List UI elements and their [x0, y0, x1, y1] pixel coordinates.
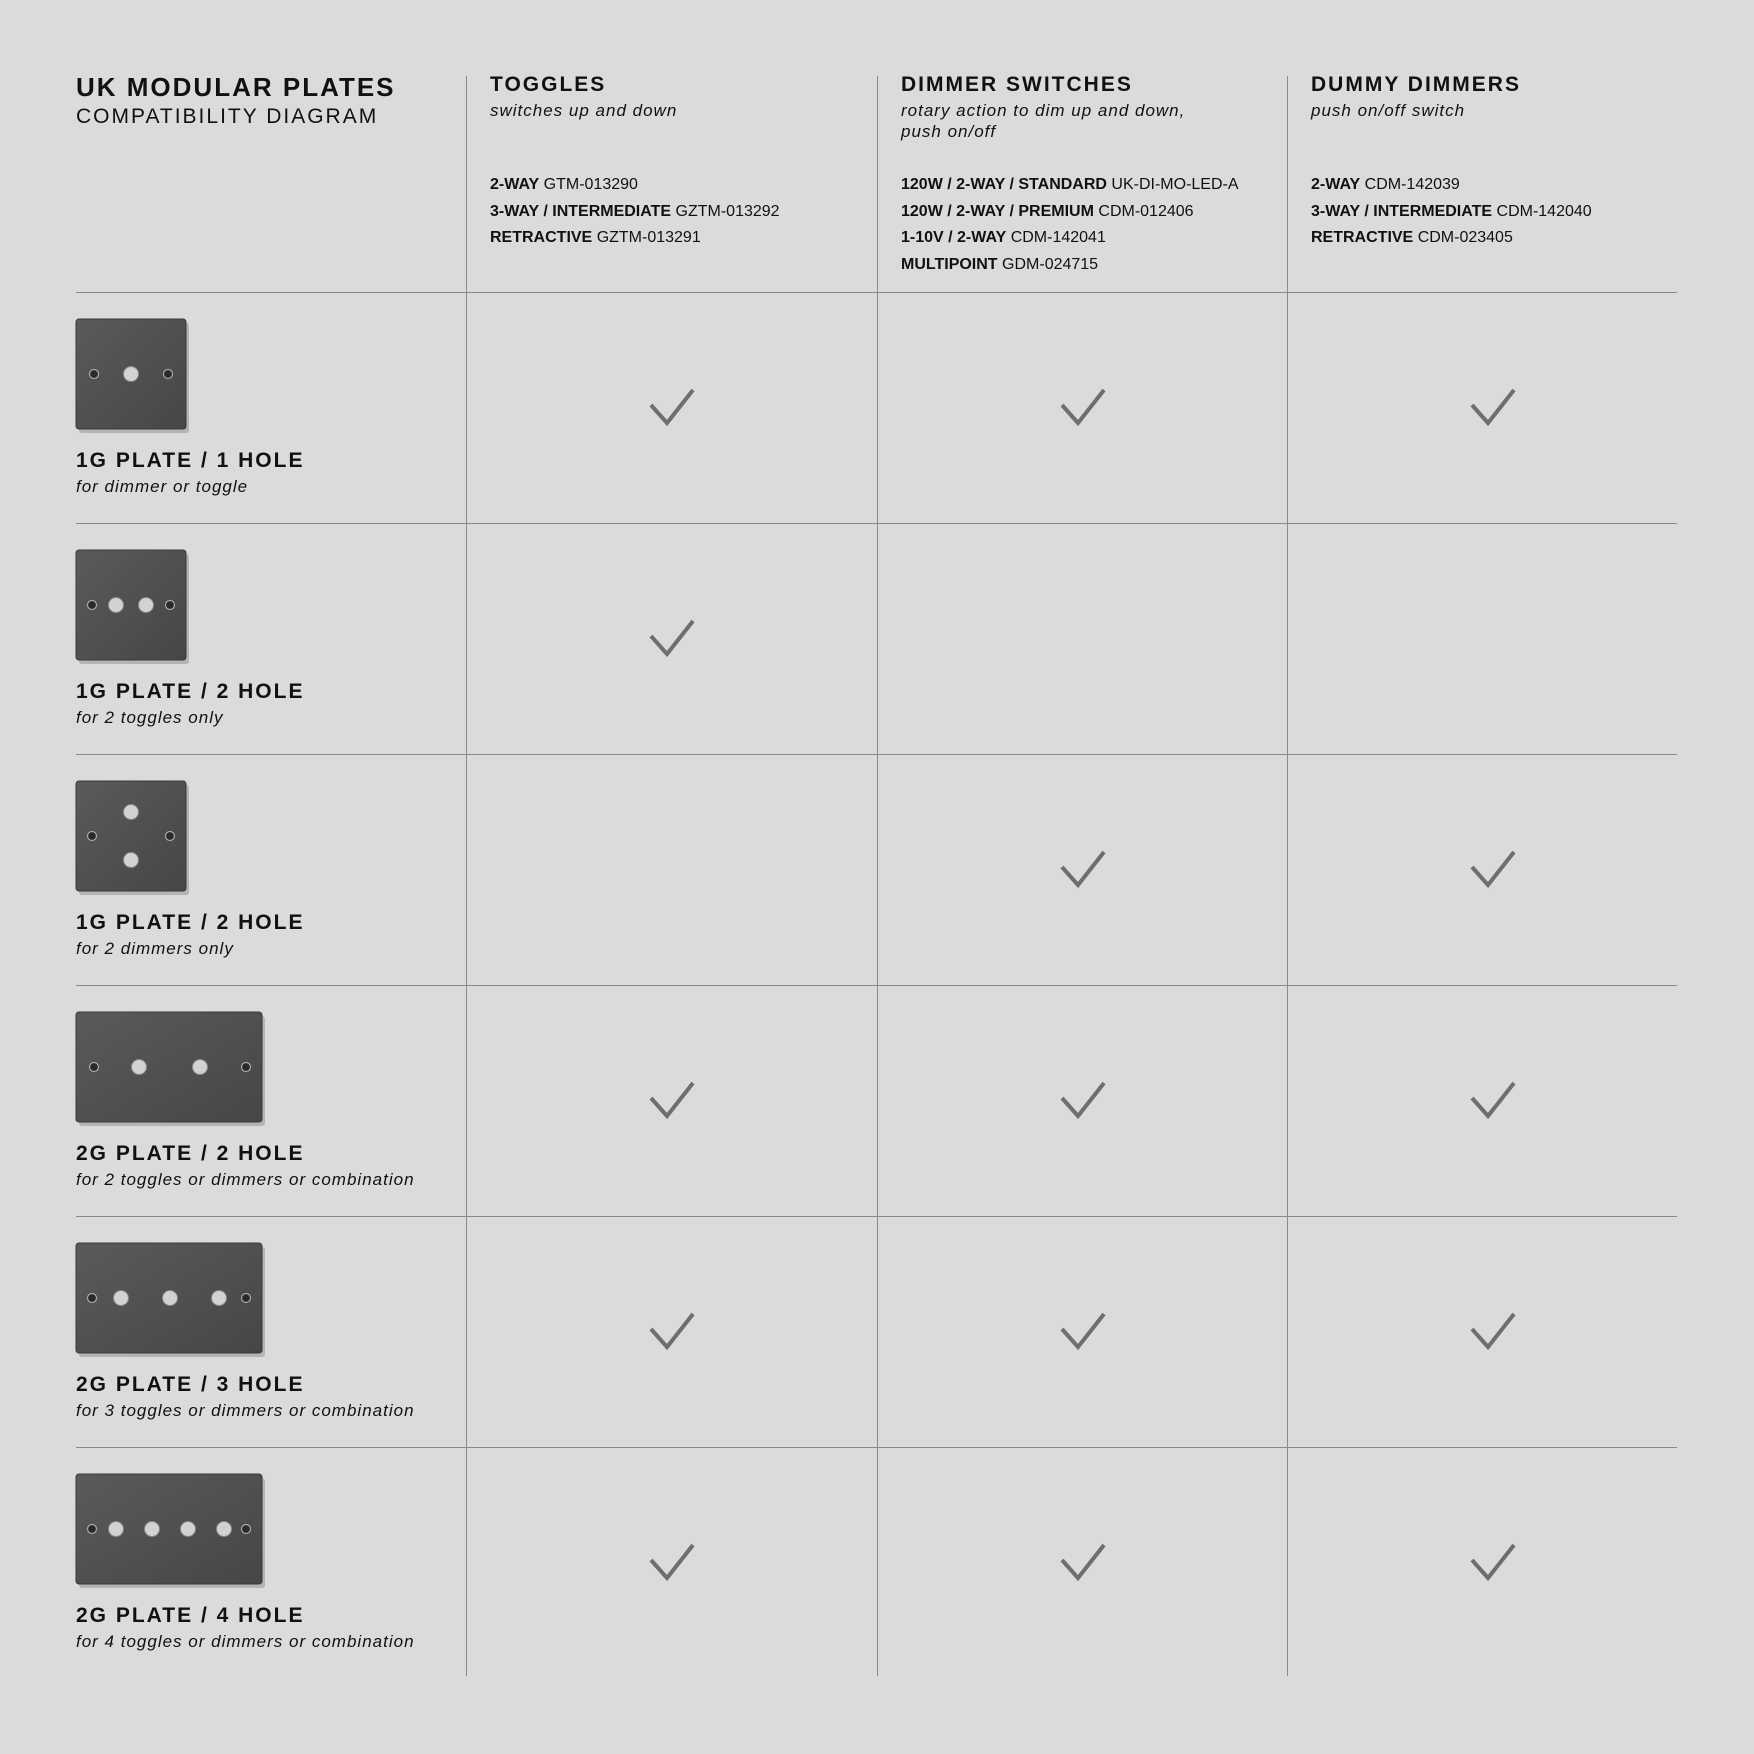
check-icon [648, 1080, 696, 1120]
check-icon [648, 387, 696, 427]
plate-hole [114, 1291, 129, 1306]
product-variant-label: RETRACTIVE [490, 229, 593, 246]
column-header-dummy-dimmers [1311, 72, 1701, 246]
screw-icon [242, 1063, 251, 1072]
plate-hole [139, 598, 154, 613]
column-divider [466, 76, 467, 1676]
column-divider [877, 76, 878, 1676]
row-divider [76, 754, 1677, 755]
plate-hole [212, 1291, 227, 1306]
plate-title: 1G PLATE / 2 HOLE [76, 911, 305, 934]
plate-label [76, 1603, 415, 1655]
screw-icon [166, 832, 175, 841]
plate-title: 2G PLATE / 3 HOLE [76, 1373, 305, 1396]
product-code: GTM-013290 [543, 176, 638, 193]
screw-icon [90, 370, 99, 379]
row-divider [76, 1447, 1677, 1448]
check-icon [1059, 387, 1107, 427]
screw-icon [88, 832, 97, 841]
product-variant-label: RETRACTIVE [1311, 229, 1414, 246]
product-code-list [1311, 172, 1592, 252]
check-icon [648, 1542, 696, 1582]
plate-label [76, 1372, 415, 1424]
product-code: CDM-142040 [1496, 202, 1592, 220]
product-variant-label: 120W / 2-WAY / PREMIUM [901, 202, 1094, 220]
check-icon [1469, 1080, 1517, 1120]
plate-subtitle: for 3 toggles or dimmers or combination [76, 1401, 415, 1420]
plate-hole [163, 1291, 178, 1306]
plate-hole [109, 1522, 124, 1537]
wall-plate-icon [76, 1243, 268, 1359]
product-code-item [901, 199, 1239, 226]
diagram-subtitle: COMPATIBILITY DIAGRAM [76, 105, 379, 128]
wall-plate-icon [76, 1012, 268, 1128]
column-description: switches up and down [490, 101, 678, 120]
product-code: GDM-024715 [1002, 255, 1099, 273]
product-variant-label: 120W / 2-WAY / STANDARD [901, 176, 1107, 193]
plate-hole [132, 1060, 147, 1075]
check-icon [648, 618, 696, 658]
product-variant-label: 1-10V / 2-WAY [901, 229, 1007, 246]
diagram-title-block [76, 72, 396, 132]
product-code: CDM-142039 [1364, 176, 1460, 193]
row-divider [76, 292, 1677, 293]
column-description: rotary action to dim up and down, push on/off [901, 101, 1186, 141]
check-icon [648, 1311, 696, 1351]
plate-title: 1G PLATE / 1 HOLE [76, 449, 305, 472]
product-variant-label: 3-WAY / INTERMEDIATE [1311, 202, 1493, 220]
check-icon [1059, 1311, 1107, 1351]
column-header-dimmer-switches [901, 72, 1291, 273]
plate-label [76, 679, 304, 731]
plate-subtitle: for dimmer or toggle [76, 477, 249, 496]
plate-hole [109, 598, 124, 613]
product-code: GZTM-013292 [675, 202, 780, 220]
product-code-item [901, 225, 1239, 252]
row-divider [76, 1216, 1677, 1217]
check-icon [1469, 1311, 1517, 1351]
product-code-item [1311, 199, 1592, 226]
plate-hole [193, 1060, 208, 1075]
screw-icon [164, 370, 173, 379]
column-title: DUMMY DIMMERS [1311, 73, 1521, 96]
wall-plate-icon [76, 319, 192, 435]
product-code: CDM-142041 [1010, 229, 1106, 246]
product-variant-label: 3-WAY / INTERMEDIATE [490, 202, 672, 220]
plate-label [76, 910, 304, 962]
screw-icon [166, 601, 175, 610]
product-code: CDM-012406 [1098, 202, 1194, 220]
plate-title: 2G PLATE / 4 HOLE [76, 1604, 305, 1627]
product-code-list [901, 172, 1239, 278]
diagram-title: UK MODULAR PLATES [76, 72, 396, 102]
plate-label [76, 1141, 415, 1193]
plate-face [76, 1474, 262, 1584]
wall-plate-icon [76, 781, 192, 897]
screw-icon [88, 601, 97, 610]
screw-icon [242, 1525, 251, 1534]
plate-hole [217, 1522, 232, 1537]
product-code-item [901, 172, 1239, 199]
check-icon [1469, 1542, 1517, 1582]
plate-title: 2G PLATE / 2 HOLE [76, 1142, 305, 1165]
plate-hole [145, 1522, 160, 1537]
column-divider [1287, 76, 1288, 1676]
row-divider [76, 985, 1677, 986]
screw-icon [90, 1063, 99, 1072]
product-code: GZTM-013291 [596, 229, 701, 246]
product-variant-label: MULTIPOINT [901, 255, 998, 273]
plate-face [76, 1012, 262, 1122]
wall-plate-icon [76, 550, 192, 666]
plate-label [76, 448, 304, 500]
screw-icon [242, 1294, 251, 1303]
check-icon [1469, 387, 1517, 427]
product-code-item [1311, 225, 1592, 252]
screw-icon [88, 1525, 97, 1534]
product-variant-label: 2-WAY [1311, 176, 1361, 193]
product-code: CDM-023405 [1417, 229, 1513, 246]
wall-plate-icon [76, 1474, 268, 1590]
product-variant-label: 2-WAY [490, 176, 540, 193]
check-icon [1059, 1542, 1107, 1582]
product-code-item [901, 252, 1239, 279]
plate-title: 1G PLATE / 2 HOLE [76, 680, 305, 703]
plate-hole [124, 805, 139, 820]
column-title: TOGGLES [490, 73, 607, 96]
column-title: DIMMER SWITCHES [901, 73, 1133, 96]
product-code-item [490, 199, 780, 226]
plate-subtitle: for 2 toggles only [76, 708, 224, 727]
check-icon [1469, 849, 1517, 889]
product-code-item [1311, 172, 1592, 199]
screw-icon [88, 1294, 97, 1303]
column-description: push on/off switch [1311, 101, 1466, 120]
check-icon [1059, 849, 1107, 889]
plate-hole [124, 853, 139, 868]
plate-subtitle: for 2 toggles or dimmers or combination [76, 1170, 415, 1189]
check-icon [1059, 1080, 1107, 1120]
column-header-toggles [490, 72, 880, 246]
product-code-item [490, 225, 780, 252]
plate-subtitle: for 4 toggles or dimmers or combination [76, 1632, 415, 1651]
product-code: UK-DI-MO-LED-A [1111, 176, 1239, 193]
product-code-item [490, 172, 780, 199]
product-code-list [490, 172, 780, 252]
row-divider [76, 523, 1677, 524]
plate-hole [124, 367, 139, 382]
plate-hole [181, 1522, 196, 1537]
plate-subtitle: for 2 dimmers only [76, 939, 234, 958]
